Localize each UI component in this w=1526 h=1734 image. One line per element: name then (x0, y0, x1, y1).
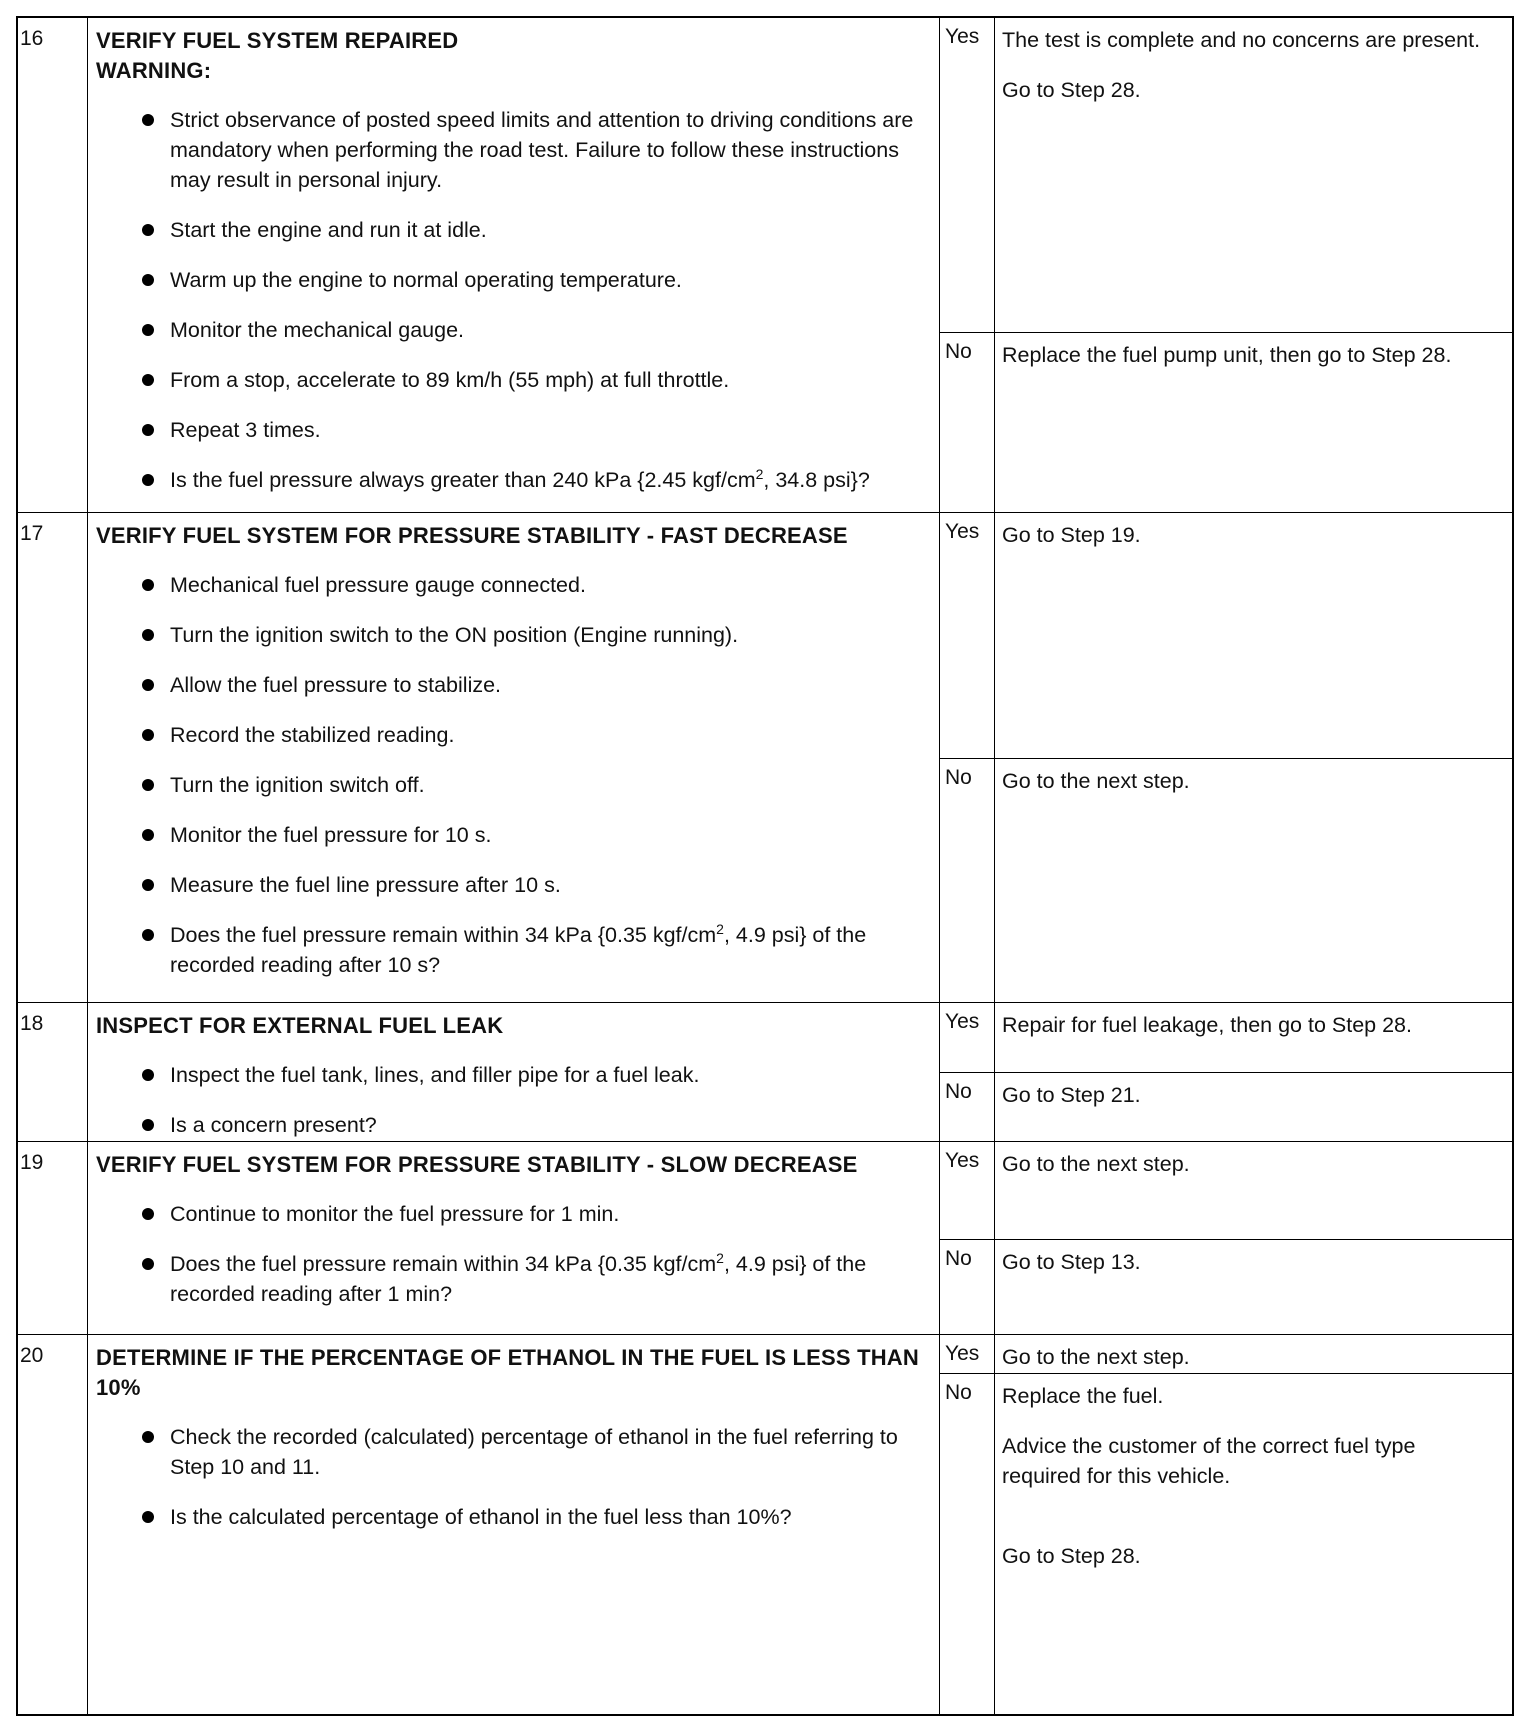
bullet-item: Is a concern present? (96, 1110, 919, 1140)
test-cell (88, 1142, 940, 1334)
diagnostic-table (16, 16, 1514, 1716)
step-row-17 (18, 513, 1512, 1003)
step-number: 19 (20, 1151, 44, 1174)
result-cell (940, 513, 1512, 1002)
bullet-list (96, 1422, 919, 1532)
yes-result: Go to the next step. (1002, 1345, 1190, 1369)
bullet-icon (142, 1511, 154, 1523)
yes-result: Repair for fuel leakage, then go to Step 28. (1002, 1013, 1412, 1037)
step-number: 16 (20, 27, 44, 50)
step-number-cell (18, 513, 88, 1002)
no-result: Replace the fuel. Advice the customer of the correct fuel type required for this vehicle. Go to Step 28. (1002, 1384, 1416, 1568)
step-number-cell (18, 1003, 88, 1141)
step-number: 18 (20, 1012, 44, 1035)
bullet-icon (142, 324, 154, 336)
step-row-16 (18, 18, 1512, 513)
yes-label: Yes (945, 520, 980, 543)
yes-branch (940, 513, 1512, 758)
step-title: DETERMINE IF THE PERCENTAGE OF ETHANOL IN THE FUEL IS LESS THAN 10% (96, 1345, 919, 1400)
yes-branch (940, 1335, 1512, 1373)
no-result: Replace the fuel pump unit, then go to Step 28. (1002, 343, 1452, 367)
no-result: Go to Step 13. (1002, 1250, 1141, 1274)
step-title: INSPECT FOR EXTERNAL FUEL LEAK (96, 1013, 504, 1038)
no-label: No (945, 1080, 972, 1103)
step-row-18 (18, 1003, 1512, 1142)
bullet-item: Is the calculated percentage of ethanol in the fuel less than 10%? (96, 1502, 919, 1532)
test-cell (88, 1335, 940, 1714)
result-cell (940, 1335, 1512, 1714)
bullet-icon (142, 629, 154, 641)
bullet-icon (142, 679, 154, 691)
bullet-icon (142, 879, 154, 891)
bullet-item: Continue to monitor the fuel pressure for 1 min. (96, 1199, 919, 1229)
step-number-cell (18, 1142, 88, 1334)
no-branch (940, 1072, 1512, 1141)
no-label: No (945, 1381, 972, 1404)
bullet-icon (142, 1258, 154, 1270)
bullet-item: Turn the ignition switch to the ON position (Engine running). (96, 620, 919, 650)
bullet-icon (142, 474, 154, 486)
no-branch (940, 332, 1512, 512)
result-cell (940, 1003, 1512, 1141)
bullet-item: Measure the fuel line pressure after 10 s. (96, 870, 919, 900)
bullet-item: Does the fuel pressure remain within 34 kPa {0.35 kgf/$cm^2$, 4.9 psi} of the recorded reading after 10 s? (96, 920, 919, 980)
bullet-icon (142, 829, 154, 841)
bullet-item: Does the fuel pressure remain within 34 kPa {0.35 kgf/$cm^2$, 4.9 psi} of the recorded reading after 1 min? (96, 1249, 919, 1309)
yes-label: Yes (945, 1010, 980, 1033)
step-number-cell (18, 18, 88, 512)
step-title: VERIFY FUEL SYSTEM REPAIRED WARNING: (96, 28, 459, 83)
bullet-item: Warm up the engine to normal operating temperature. (96, 265, 919, 295)
no-branch (940, 758, 1512, 1002)
no-label: No (945, 766, 972, 789)
no-label: No (945, 1247, 972, 1270)
no-result: Go to Step 21. (1002, 1083, 1141, 1107)
bullet-icon (142, 1069, 154, 1081)
bullet-icon (142, 114, 154, 126)
bullet-icon (142, 929, 154, 941)
bullet-item: Start the engine and run it at idle. (96, 215, 919, 245)
bullet-item: Repeat 3 times. (96, 415, 919, 445)
bullet-icon (142, 1431, 154, 1443)
yes-branch (940, 18, 1512, 332)
bullet-list (96, 1199, 919, 1309)
bullet-item: Inspect the fuel tank, lines, and filler pipe for a fuel leak. (96, 1060, 919, 1090)
result-cell (940, 18, 1512, 512)
yes-result: Go to the next step. (1002, 1152, 1190, 1176)
bullet-icon (142, 424, 154, 436)
bullet-item: Monitor the fuel pressure for 10 s. (96, 820, 919, 850)
bullet-item: From a stop, accelerate to 89 km/h (55 mph) at full throttle. (96, 365, 919, 395)
test-cell (88, 513, 940, 1002)
yes-label: Yes (945, 1149, 980, 1172)
step-row-19 (18, 1142, 1512, 1335)
yes-result: The test is complete and no concerns are present. Go to Step 28. (1002, 28, 1481, 102)
bullet-list (96, 570, 919, 980)
bullet-list (96, 1060, 919, 1140)
no-branch (940, 1239, 1512, 1334)
bullet-item: Is the fuel pressure always greater than 240 kPa {2.45 kgf/$cm^2$, 34.8 psi}? (96, 465, 919, 495)
bullet-list (96, 105, 919, 495)
yes-result: Go to Step 19. (1002, 523, 1141, 547)
bullet-item: Turn the ignition switch off. (96, 770, 919, 800)
bullet-icon (142, 1208, 154, 1220)
bullet-item: Record the stabilized reading. (96, 720, 919, 750)
step-number: 20 (20, 1344, 44, 1367)
yes-branch (940, 1142, 1512, 1239)
test-cell (88, 1003, 940, 1141)
bullet-icon (142, 579, 154, 591)
no-label: No (945, 340, 972, 363)
test-cell (88, 18, 940, 512)
yes-label: Yes (945, 1342, 980, 1365)
step-title: VERIFY FUEL SYSTEM FOR PRESSURE STABILITY - FAST DECREASE (96, 523, 848, 548)
bullet-icon (142, 274, 154, 286)
step-row-20 (18, 1335, 1512, 1714)
bullet-item: Check the recorded (calculated) percentage of ethanol in the fuel referring to Step 10 and 11. (96, 1422, 919, 1482)
bullet-item: Monitor the mechanical gauge. (96, 315, 919, 345)
bullet-icon (142, 729, 154, 741)
step-number-cell (18, 1335, 88, 1714)
bullet-icon (142, 374, 154, 386)
yes-label: Yes (945, 25, 980, 48)
bullet-item: Mechanical fuel pressure gauge connected. (96, 570, 919, 600)
result-cell (940, 1142, 1512, 1334)
step-title: VERIFY FUEL SYSTEM FOR PRESSURE STABILITY - SLOW DECREASE (96, 1152, 858, 1177)
bullet-icon (142, 224, 154, 236)
bullet-icon (142, 1119, 154, 1131)
bullet-item: Allow the fuel pressure to stabilize. (96, 670, 919, 700)
bullet-icon (142, 779, 154, 791)
no-branch (940, 1373, 1512, 1714)
bullet-item: Strict observance of posted speed limits and attention to driving conditions are mandatory when performing the road test. Failure to follow these instructions may result in personal injury. (96, 105, 919, 195)
step-number: 17 (20, 522, 44, 545)
yes-branch (940, 1003, 1512, 1072)
no-result: Go to the next step. (1002, 769, 1190, 793)
